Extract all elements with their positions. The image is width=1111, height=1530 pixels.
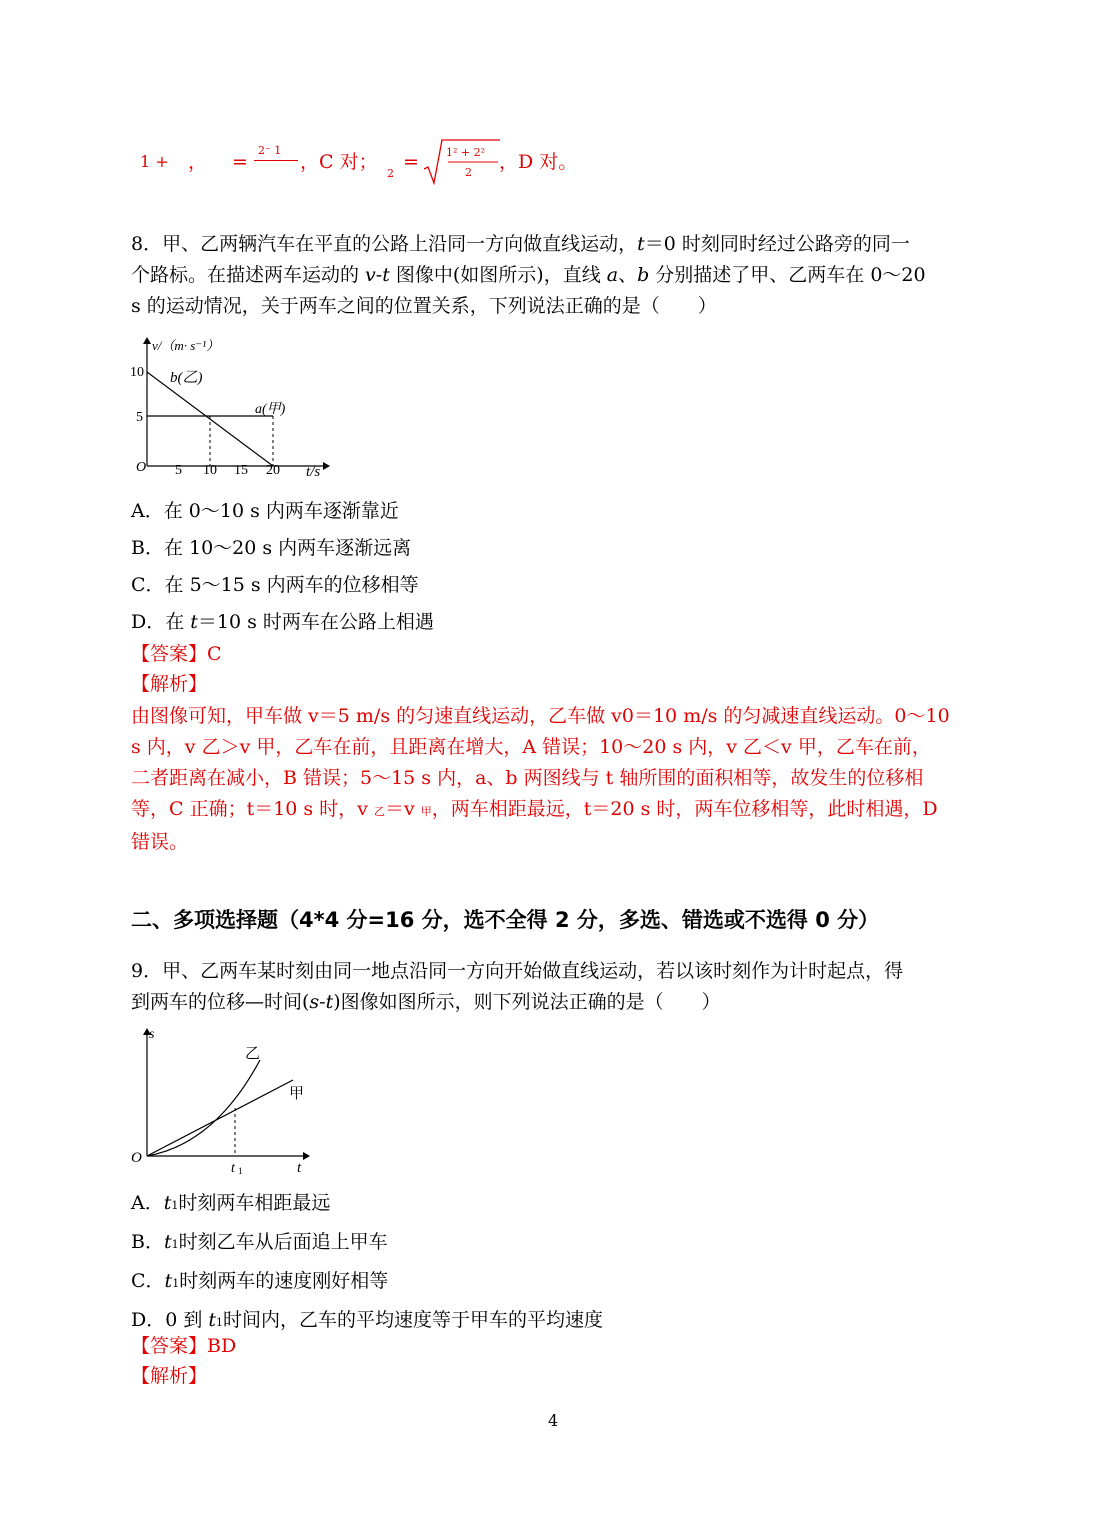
q9-option-a: A．t1时刻两车相距最远 <box>131 1192 331 1214</box>
vt-y-label: v/（m· s⁻¹） <box>152 338 220 353</box>
formula-comma: ， <box>188 151 208 173</box>
q8-analysis-line4: 等，C 正确；t＝10 s 时，v 乙＝v 甲，两车相距最远，t＝20 s 时，两车位移相等，此时相遇，D <box>131 798 938 820</box>
vt-xtick-20: 20 <box>266 463 280 478</box>
q9-option-c: C．t1时刻两车的速度刚好相等 <box>131 1270 389 1292</box>
vt-label-a: a(甲) <box>255 402 286 417</box>
formula-part-a: 1 + <box>140 152 169 171</box>
q8-analysis-line2: s 内，v 乙＞v 甲，乙车在前，且距离在增大，A 错误；10～20 s 内，v 乙＜v 甲，乙车在前， <box>131 736 931 758</box>
st-y-label: s <box>149 1027 155 1042</box>
q8-option-d: D．在 t＝10 s 时两车在公路上相遇 <box>131 611 434 633</box>
vt-ytick-5: 5 <box>136 410 143 425</box>
q9-options <box>131 1185 983 1341</box>
q8-option-b: B．在 10～20 s 内两车逐渐远离 <box>131 537 412 559</box>
sqrt-symbol <box>422 137 502 185</box>
q9-stem <box>131 956 983 1018</box>
q8-analysis-title: 【解析】 <box>131 673 208 695</box>
vt-ytick-10: 10 <box>130 365 144 380</box>
vt-xtick-15: 15 <box>234 463 248 478</box>
st-x-label: t <box>297 1160 302 1176</box>
vt-label-b: b(乙) <box>170 370 203 386</box>
formula-frac1-num: 2⁻ 1 <box>258 144 282 157</box>
q9-option-b: B．t1时刻乙车从后面追上甲车 <box>131 1231 388 1253</box>
q9-line2: 到两车的位移—时间(s-t)图像如图所示，则下列说法正确的是（ ） <box>131 991 721 1013</box>
q9-answer: 【答案】BD <box>131 1335 237 1357</box>
q9-analysis-title: 【解析】 <box>131 1365 208 1387</box>
st-x-arrow <box>303 1152 310 1160</box>
st-t1-sub: 1 <box>238 1166 243 1176</box>
q8-option-c: C．在 5～15 s 内两车的位移相等 <box>131 574 419 596</box>
st-curve-yi <box>147 1060 260 1156</box>
st-origin: O <box>131 1150 142 1166</box>
vt-origin: O <box>136 460 147 475</box>
q8-line2: 个路标。在描述两车运动的 v-t 图像中(如图所示)，直线 a、b 分别描述了甲、乙两车在 0～20 <box>131 264 926 286</box>
page-number: 4 <box>548 1411 559 1430</box>
q8-option-a: A．在 0～10 s 内两车逐渐靠近 <box>131 500 399 522</box>
vt-y-arrow <box>143 337 151 344</box>
vt-xtick-5: 5 <box>175 463 182 478</box>
q8-answer: 【答案】C <box>131 643 222 665</box>
q8-analysis-line5: 错误。 <box>131 831 189 853</box>
vt-x-arrow <box>323 462 330 470</box>
formula-tail1: ，C 对； <box>300 151 378 173</box>
st-t1-label: t <box>231 1161 235 1176</box>
q8-analysis-line3: 二者距离在减小，B 错误；5～15 s 内，a、b 两图线与 t 轴所围的面积相等，故发生的位移相 <box>131 767 924 789</box>
st-line-jia <box>147 1080 293 1156</box>
vt-chart <box>125 336 340 482</box>
formula-sub2: 2 <box>387 167 394 180</box>
q8-stem <box>131 229 983 322</box>
st-chart <box>125 1024 315 1176</box>
st-label-yi: 乙 <box>245 1046 261 1062</box>
vt-x-label: t/s <box>306 464 321 480</box>
q8-line1: 8．甲、乙两辆汽车在平直的公路上沿同一方向做直线运动，t＝0 时刻同时经过公路旁的同一 <box>131 233 910 255</box>
q8-analysis <box>131 701 983 858</box>
q8-options <box>131 493 983 641</box>
formula-tail2: ，D 对。 <box>499 151 578 173</box>
formula-eq2: = <box>403 151 419 173</box>
q9-option-d: D．0 到 t1时间内，乙车的平均速度等于甲车的平均速度 <box>131 1309 604 1331</box>
q8-analysis-line1: 由图像可知，甲车做 v＝5 m/s 的匀速直线运动，乙车做 v0＝10 m/s 的匀减速直线运动。0～10 <box>131 705 950 727</box>
fraction-bar <box>254 160 298 161</box>
vt-xtick-10: 10 <box>203 463 217 478</box>
section-2-title: 二、多项选择题（4*4 分=16 分，选不全得 2 分，多选、错选或不选得 0 分） <box>131 908 880 932</box>
q9-line1: 9．甲、乙两车某时刻由同一地点沿同一方向开始做直线运动，若以该时刻作为计时起点，得 <box>131 960 904 982</box>
formula-eq1: = <box>232 151 248 173</box>
q8-line3: s 的运动情况，关于两车之间的位置关系，下列说法正确的是（ ） <box>131 295 717 317</box>
sqrt-numerator: 1² + 2² <box>446 146 486 159</box>
st-label-jia: 甲 <box>289 1086 305 1102</box>
sqrt-denominator: 2 <box>465 166 472 179</box>
